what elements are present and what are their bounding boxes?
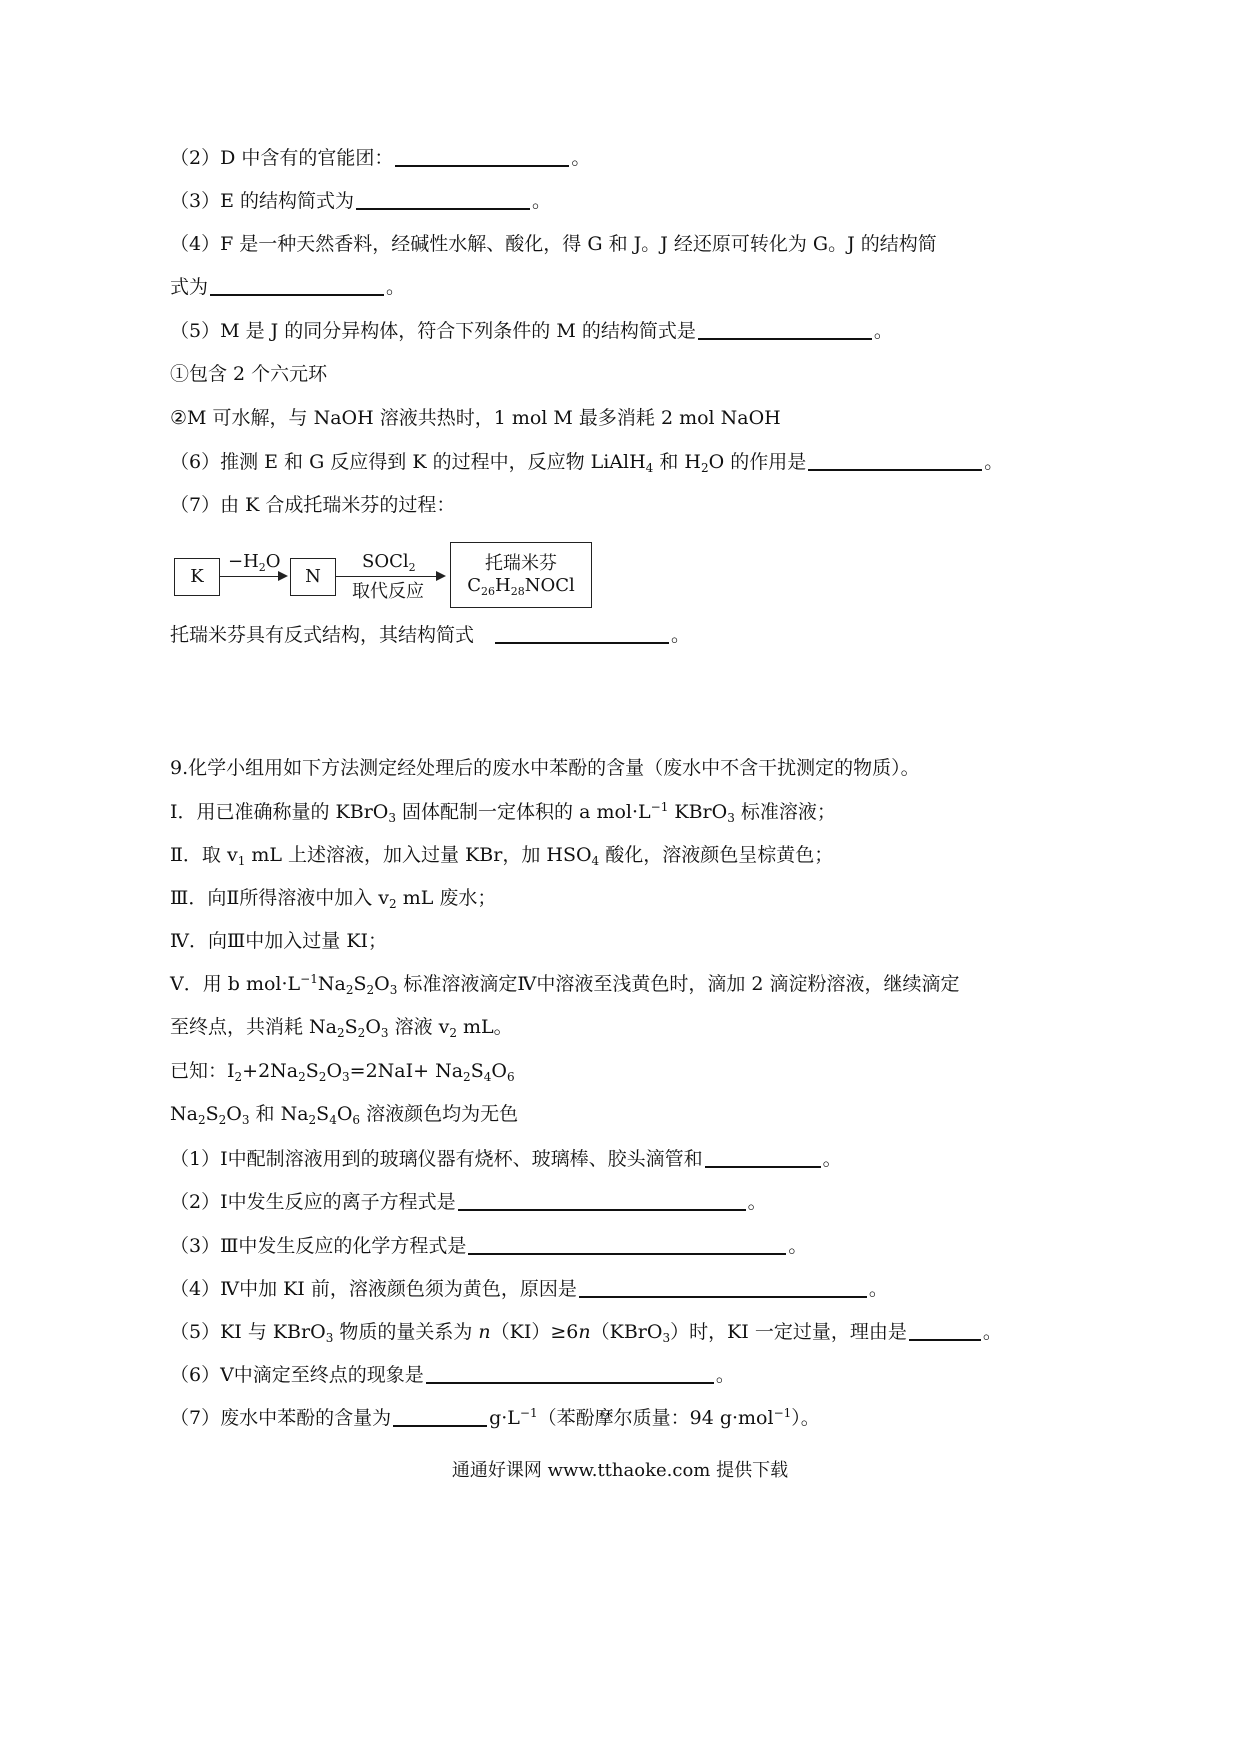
- answer-blank[interactable]: [393, 1407, 487, 1427]
- i-segment: n: [478, 1321, 491, 1343]
- sub-segment: 2: [366, 983, 375, 997]
- sub-segment: 4: [329, 1113, 337, 1127]
- text-line: [170, 1190, 767, 1214]
- text-line: [170, 362, 327, 386]
- text-segment: （2）D 中含有的官能团：: [170, 147, 394, 169]
- sub-segment: 2: [389, 897, 397, 911]
- text-segment: 。: [571, 147, 591, 169]
- sub-segment: 2: [345, 983, 354, 997]
- text-segment: 标准溶液滴定Ⅳ中溶液至浅黄色时，滴加 2 滴淀粉溶液，继续滴定: [397, 973, 960, 995]
- text-line: [170, 406, 781, 430]
- sub-segment: 2: [318, 1070, 327, 1084]
- reagent-label: [362, 552, 416, 572]
- text-segment: O: [365, 1016, 381, 1038]
- product-box: [450, 542, 592, 608]
- text-line: [170, 1102, 518, 1126]
- text-segment: 。: [532, 190, 552, 212]
- text-segment: 。: [788, 1235, 808, 1257]
- text-segment: 物质的量关系为: [333, 1321, 479, 1343]
- text-line: [170, 886, 496, 910]
- footer-source: 通通好课网 www.tthaoke.com 提供下载: [451, 1460, 789, 1481]
- f: 28: [510, 585, 525, 598]
- text-segment: S: [305, 1060, 319, 1082]
- text-segment: 固体配制一定体积的 a mol·L: [396, 801, 651, 823]
- text-segment: O: [226, 1103, 242, 1125]
- text-segment: （4）Ⅳ中加 KI 前，溶液颜色须为黄色，原因是: [170, 1278, 577, 1300]
- sub-segment: 4: [591, 854, 600, 868]
- text-segment: +2Na: [242, 1060, 299, 1082]
- text-segment: O: [326, 1060, 343, 1082]
- product-formula: [467, 575, 575, 597]
- reaction-type-label: 取代反应: [352, 581, 424, 602]
- text-segment: 溶液颜色均为无色: [360, 1103, 519, 1125]
- text-segment: S: [205, 1103, 219, 1125]
- f: NOCl: [524, 575, 575, 596]
- answer-blank[interactable]: [909, 1321, 981, 1341]
- text-segment: 式为: [170, 276, 209, 298]
- text-segment: ）。: [791, 1407, 820, 1429]
- text-segment: 。: [386, 276, 406, 298]
- text-segment: 。: [671, 624, 691, 646]
- text-segment: 至终点，共消耗 Na: [170, 1016, 337, 1038]
- text-line: [170, 756, 920, 780]
- label-sub: 2: [258, 561, 266, 574]
- text-segment: Na: [317, 973, 346, 995]
- sub-segment: 2: [234, 1070, 243, 1084]
- answer-blank[interactable]: [210, 276, 384, 296]
- arrow-dehydration: [220, 576, 286, 577]
- text-segment: （6）推测 E 和 G 反应得到 K 的过程中，反应物 LiAlH: [170, 451, 646, 473]
- sub-segment: 2: [463, 1070, 471, 1084]
- text-line: [170, 929, 387, 953]
- text-line: [170, 972, 960, 996]
- answer-blank[interactable]: [698, 320, 872, 340]
- text-line: [170, 146, 590, 170]
- compound-k-label: K: [190, 566, 204, 587]
- text-segment: 9.化学小组用如下方法测定经处理后的废水中苯酚的含量（废水中不含干扰测定的物质）。: [170, 757, 920, 779]
- text-line: [170, 232, 937, 256]
- sub-segment: 4: [483, 1070, 492, 1084]
- text-line: [170, 800, 836, 824]
- text-segment: S: [353, 973, 367, 995]
- text-segment: （7）由 K 合成托瑞米芬的过程：: [170, 494, 456, 516]
- text-segment: Ⅱ．取 v: [170, 844, 238, 866]
- sup-segment: −1: [650, 800, 669, 814]
- product-name: 托瑞米芬: [485, 553, 557, 574]
- answer-blank[interactable]: [458, 1191, 746, 1211]
- sub-segment: 2: [357, 1026, 366, 1040]
- label-text: −H: [228, 551, 259, 572]
- text-line: [170, 493, 455, 517]
- text-segment: 已知：I: [170, 1060, 235, 1082]
- text-segment: ②M 可水解，与 NaOH 溶液共热时，1 mol M 最多消耗 2 mol NaOH: [170, 407, 781, 429]
- answer-blank[interactable]: [705, 1148, 821, 1168]
- text-line: [170, 1147, 842, 1171]
- text-segment: mL 废水；: [396, 887, 497, 909]
- text-segment: 。: [747, 1191, 767, 1213]
- text-segment: （3）Ⅲ中发生反应的化学方程式是: [170, 1235, 467, 1257]
- text-line: [170, 189, 551, 213]
- compound-n-box: [290, 558, 336, 596]
- sub-segment: 1: [237, 854, 246, 868]
- answer-blank[interactable]: [579, 1278, 867, 1298]
- sub-segment: 3: [662, 1331, 671, 1345]
- text-segment: 酸化，溶液颜色呈棕黄色；: [599, 844, 834, 866]
- text-line: [170, 1015, 513, 1039]
- f: 26: [481, 585, 496, 598]
- text-segment: 溶液 v: [388, 1016, 450, 1038]
- sub-segment: 6: [506, 1070, 515, 1084]
- text-segment: （2）Ⅰ中发生反应的离子方程式是: [170, 1191, 456, 1213]
- sub-segment: 3: [380, 1026, 389, 1040]
- text-segment: mL 上述溶液，加入过量 KBr，加 HSO: [245, 844, 592, 866]
- compound-k-box: [174, 558, 220, 596]
- text-line: [170, 450, 1003, 474]
- label-text: SOCl: [362, 551, 409, 572]
- text-segment: （4）F 是一种天然香料，经碱性水解、酸化，得 G 和 J。J 经还原可转化为 G。J 的结构简: [170, 233, 937, 255]
- text-line: [170, 275, 405, 299]
- sub-segment: 3: [325, 1331, 334, 1345]
- sub-segment: 3: [342, 1070, 350, 1084]
- text-segment: mL。: [457, 1016, 513, 1038]
- text-line: [170, 1363, 735, 1387]
- text-line: [170, 623, 690, 647]
- text-segment: Ⅳ．向Ⅲ中加入过量 KI；: [170, 930, 388, 952]
- text-line: [170, 1277, 888, 1301]
- text-segment: （苯酚摩尔质量：94 g·mol: [537, 1407, 774, 1429]
- f: C: [467, 575, 482, 596]
- text-segment: ）时，KI 一定过量，理由是: [670, 1321, 907, 1343]
- sub-segment: 2: [218, 1113, 227, 1127]
- sup-segment: −1: [773, 1406, 792, 1420]
- sub-segment: 2: [700, 461, 709, 475]
- text-segment: KBrO: [668, 801, 728, 823]
- text-segment: O 的作用是: [708, 451, 807, 473]
- f: H: [495, 575, 511, 596]
- sub-segment: 2: [298, 1070, 306, 1084]
- dehydration-label: [228, 552, 281, 572]
- answer-blank[interactable]: [468, 1235, 786, 1255]
- text-line: [170, 843, 833, 867]
- sub-segment: 2: [449, 1026, 457, 1040]
- sub-segment: 4: [645, 461, 654, 475]
- text-segment: （3）E 的结构简式为: [170, 190, 354, 212]
- text-segment: Na: [170, 1103, 198, 1125]
- text-segment: O: [336, 1103, 353, 1125]
- text-segment: 。: [873, 320, 893, 342]
- sub-segment: 3: [389, 983, 398, 997]
- text-segment: （5）M 是 J 的同分异构体，符合下列条件的 M 的结构简式是: [170, 320, 696, 342]
- text-segment: （1）Ⅰ中配制溶液用到的玻璃仪器有烧杯、玻璃棒、胶头滴管和: [170, 1148, 703, 1170]
- text-segment: Ⅴ．用 b mol·L: [170, 973, 301, 995]
- text-segment: 和 Na: [249, 1103, 309, 1125]
- answer-blank[interactable]: [426, 1364, 714, 1384]
- text-line: [170, 1320, 1002, 1344]
- text-segment: 。: [984, 451, 1004, 473]
- text-segment: 。: [822, 1148, 842, 1170]
- label-text: O: [265, 551, 281, 572]
- text-segment: 托瑞米芬具有反式结构，其结构简式: [170, 624, 494, 646]
- arrow-substitution: [336, 576, 444, 577]
- text-segment: g·L: [489, 1407, 520, 1429]
- sub-segment: 2: [308, 1113, 317, 1127]
- i-segment: n: [578, 1321, 591, 1343]
- answer-blank[interactable]: [395, 147, 569, 167]
- text-segment: 。: [982, 1321, 1002, 1343]
- text-segment: （5）KI 与 KBrO: [170, 1321, 326, 1343]
- text-segment: Ⅰ．用已准确称量的 KBrO: [170, 801, 389, 823]
- text-segment: 。: [715, 1364, 735, 1386]
- text-line: [170, 1059, 515, 1083]
- text-segment: （KBrO: [590, 1321, 663, 1343]
- text-segment: 。: [868, 1278, 888, 1300]
- text-segment: （6）Ⅴ中滴定至终点的现象是: [170, 1364, 424, 1386]
- text-segment: S: [316, 1103, 330, 1125]
- text-segment: O: [491, 1060, 507, 1082]
- text-segment: Ⅲ．向Ⅱ所得溶液中加入 v: [170, 887, 390, 909]
- sub-segment: 2: [337, 1026, 345, 1040]
- answer-blank[interactable]: [808, 451, 982, 471]
- text-segment: =2NaI+ Na: [349, 1060, 464, 1082]
- synthesis-scheme: [174, 548, 674, 614]
- sub-segment: 3: [388, 811, 397, 825]
- text-line: [170, 1406, 820, 1430]
- text-segment: （7）废水中苯酚的含量为: [170, 1407, 392, 1429]
- answer-blank[interactable]: [356, 190, 530, 210]
- text-line: [170, 319, 893, 343]
- text-segment: 和 H: [653, 451, 701, 473]
- text-segment: S: [344, 1016, 358, 1038]
- text-segment: ①包含 2 个六元环: [170, 363, 328, 385]
- sup-segment: −1: [519, 1406, 538, 1420]
- answer-blank[interactable]: [495, 624, 669, 644]
- text-line: [170, 1234, 807, 1258]
- compound-n-label: N: [305, 566, 321, 587]
- text-segment: （KI）≥6: [490, 1321, 579, 1343]
- text-segment: S: [470, 1060, 484, 1082]
- sub-segment: 3: [241, 1113, 250, 1127]
- sub-segment: 2: [197, 1113, 206, 1127]
- sub-segment: 3: [727, 811, 735, 825]
- sup-segment: −1: [300, 972, 318, 986]
- sub-segment: 6: [352, 1113, 361, 1127]
- text-segment: O: [374, 973, 390, 995]
- text-segment: 标准溶液；: [734, 801, 836, 823]
- label-sub: 2: [408, 561, 416, 574]
